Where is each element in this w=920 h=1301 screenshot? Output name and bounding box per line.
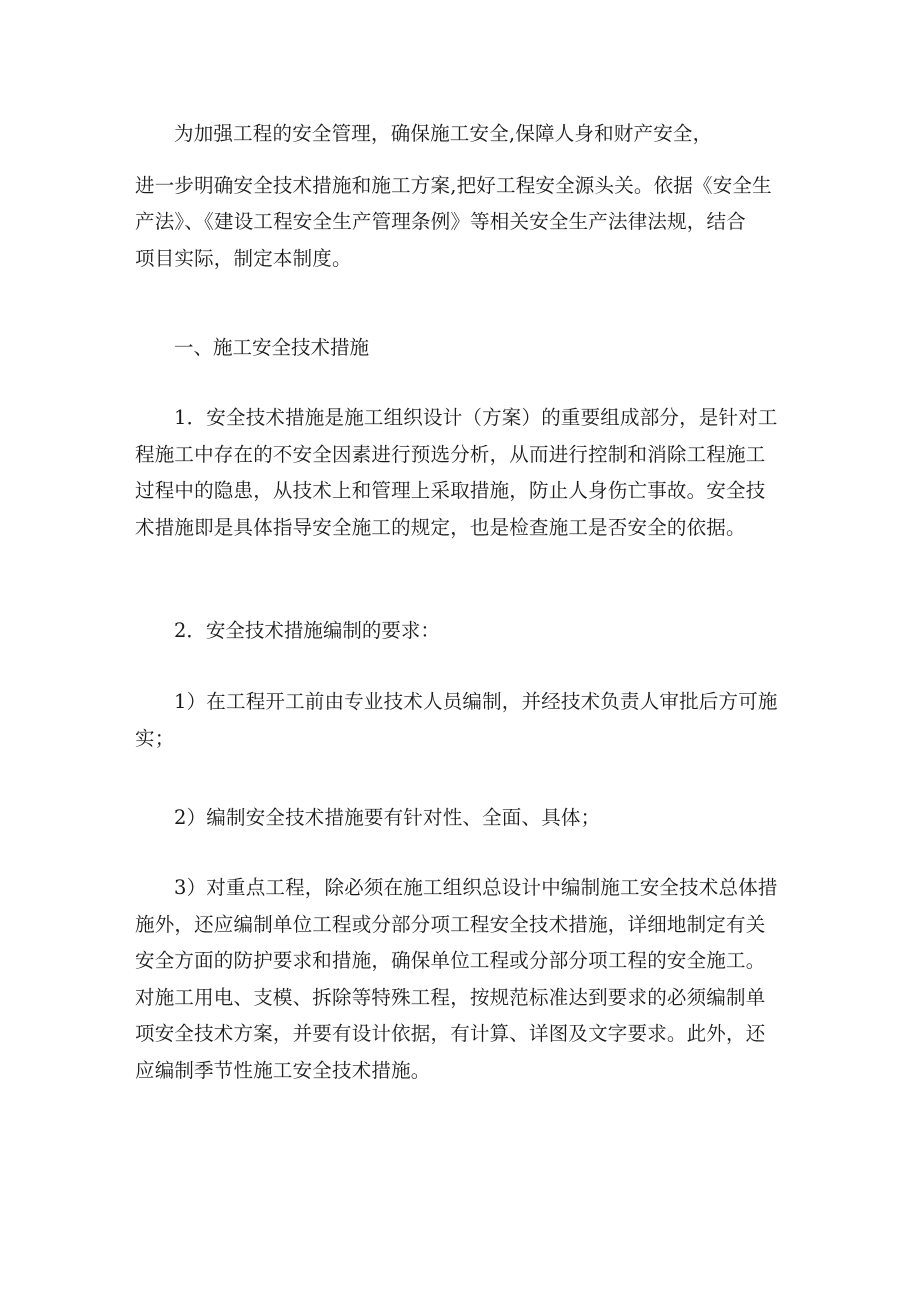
sub2-paragraph — [135, 800, 785, 837]
item1-line: 术措施即是具体指导安全施工的规定，也是检查施工是否安全的依据。 — [135, 515, 746, 539]
sub3-line: 对施工用电、支模、拆除等特殊工程，按规范标准达到要求的必须编制单 — [135, 985, 766, 1009]
intro-paragraph — [135, 116, 785, 277]
section-heading: 一、施工安全技术措施 — [174, 336, 370, 359]
sub3-line: 应编制季节性施工安全技术措施。 — [135, 1058, 431, 1082]
sub1-line: 实； — [135, 726, 175, 750]
sub3-paragraph — [135, 870, 785, 1090]
intro-line: 产法》、《建设工程安全生产管理条例》等相关安全生产法律法规，结合 — [135, 210, 746, 234]
intro-line: 进一步明确安全技术措施和施工方案,把好工程安全源头关。依据《安全生 — [135, 173, 772, 197]
sub3-line: 项安全技术方案，并要有设计依据，有计算、详图及文字要求。此外，还 — [135, 1022, 766, 1046]
item1-paragraph — [135, 400, 785, 546]
sub2-line: 2）编制安全技术措施要有针对性、全面、具体； — [174, 806, 601, 829]
sub1-line: 1）在工程开工前由专业技术人员编制，并经技术负责人审批后方可施 — [174, 690, 778, 713]
item1-line: 过程中的隐患，从技术上和管理上采取措施，防止人身伤亡事故。安全技 — [135, 479, 766, 503]
intro-line: 项目实际，制定本制度。 — [135, 246, 352, 270]
item2-heading: 2．安全技术措施编制的要求： — [174, 619, 440, 642]
sub3-line: 3）对重点工程，除必须在施工组织总设计中编制施工安全技术总体措 — [174, 876, 778, 899]
sub3-line: 安全方面的防护要求和措施，确保单位工程或分部分项工程的安全施工。 — [135, 949, 766, 973]
item1-line: 1．安全技术措施是施工组织设计（方案）的重要组成部分，是针对工 — [174, 406, 778, 429]
sub3-line: 施外，还应编制单位工程或分部分项工程安全技术措施，详细地制定有关 — [135, 912, 766, 936]
sub1-paragraph — [135, 684, 785, 757]
intro-line: 为加强工程的安全管理，确保施工安全,保障人身和财产安全， — [174, 122, 713, 145]
item1-line: 程施工中存在的不安全因素进行预选分析，从而进行控制和消除工程施工 — [135, 442, 766, 466]
